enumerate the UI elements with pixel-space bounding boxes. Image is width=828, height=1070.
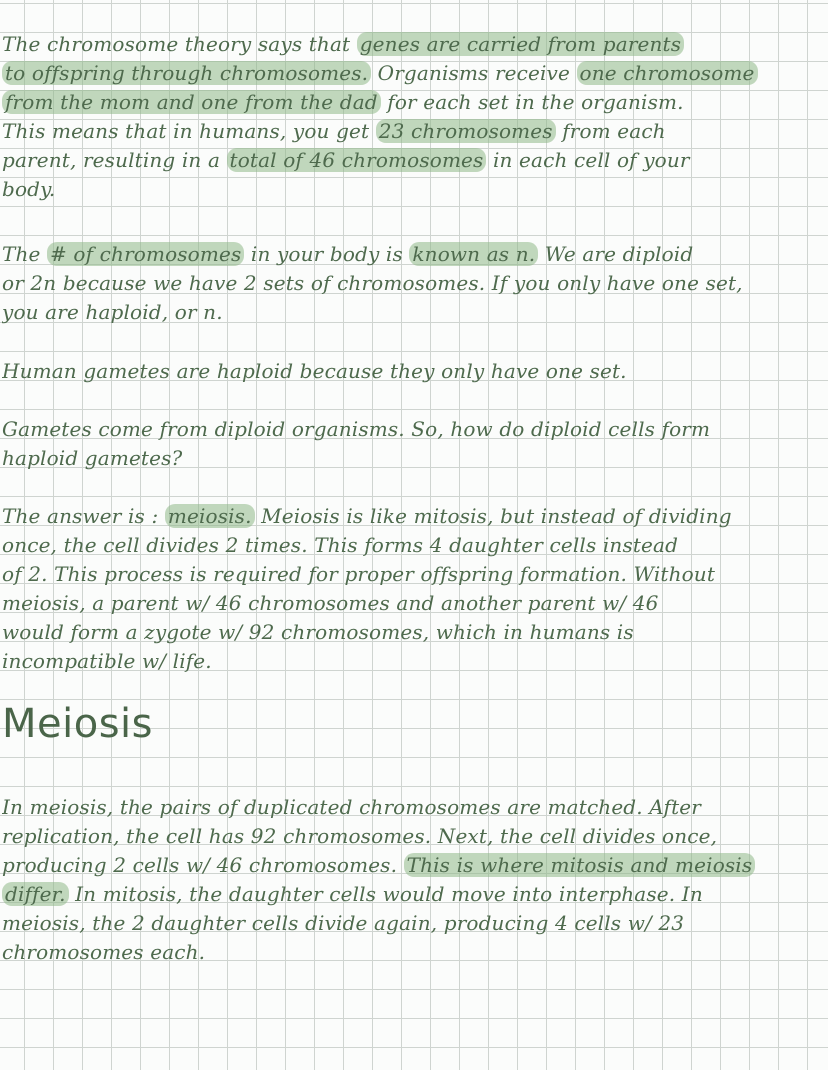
text-segment: In meiosis, the pairs of duplicated chromosomes are matched. After bbox=[2, 795, 701, 819]
highlighted-phrase: differ. bbox=[2, 882, 69, 906]
text-segment: you are haploid, or n. bbox=[2, 300, 223, 324]
text-segment: would form a zygote w/ 92 chromosomes, which in humans is bbox=[2, 620, 634, 644]
text-segment: once, the cell divides 2 times. This forms 4 daughter cells instead bbox=[2, 533, 679, 557]
text-line bbox=[2, 822, 828, 851]
text-line bbox=[2, 793, 828, 822]
text-line bbox=[2, 117, 828, 146]
text-line bbox=[2, 531, 828, 560]
paragraph-meiosis-process bbox=[2, 793, 828, 967]
text-segment: in your body is bbox=[244, 242, 410, 266]
text-segment: The answer is : bbox=[2, 504, 165, 528]
highlighted-phrase: one chromosome bbox=[577, 61, 758, 85]
text-segment: In mitosis, the daughter cells would move into interphase. In bbox=[68, 882, 703, 906]
text-line bbox=[2, 560, 828, 589]
highlighted-phrase: This is where mitosis and meiosis bbox=[404, 853, 756, 877]
text-segment: Meiosis is like mitosis, but instead of dividing bbox=[254, 504, 732, 528]
text-line bbox=[2, 647, 828, 676]
text-line bbox=[2, 30, 828, 59]
text-line bbox=[2, 88, 828, 117]
text-segment: of 2. This process is required for proper offspring formation. Without bbox=[2, 562, 716, 586]
paragraph-meiosis-answer bbox=[2, 502, 828, 676]
text-segment: This means that in humans, you get bbox=[2, 119, 376, 143]
text-segment: producing 2 cells w/ 46 chromosomes. bbox=[2, 853, 404, 877]
text-segment: Human gametes are haploid because they only have one set. bbox=[2, 359, 627, 383]
text-segment: in each cell of your bbox=[486, 148, 690, 172]
text-segment: for each set in the organism. bbox=[380, 90, 684, 114]
highlighted-phrase: to offspring through chromosomes. bbox=[2, 61, 371, 85]
text-line bbox=[2, 357, 828, 386]
text-segment: replication, the cell has 92 chromosomes. Next, the cell divides once, bbox=[2, 824, 718, 848]
paragraph-human-gametes bbox=[2, 357, 828, 386]
text-line bbox=[2, 851, 828, 880]
text-segment: chromosomes each. bbox=[2, 940, 206, 964]
paragraph-chromosome-number bbox=[2, 240, 828, 327]
text-segment: The bbox=[2, 242, 48, 266]
text-line bbox=[2, 269, 828, 298]
highlighted-phrase: genes are carried from parents bbox=[357, 32, 684, 56]
text-segment: We are diploid bbox=[538, 242, 694, 266]
text-line bbox=[2, 502, 828, 531]
highlighted-phrase: total of 46 chromosomes bbox=[227, 148, 487, 172]
paragraph-gamete-origin bbox=[2, 415, 828, 473]
text-line bbox=[2, 880, 828, 909]
text-line bbox=[2, 298, 828, 327]
section-heading-meiosis: Meiosis bbox=[2, 701, 153, 747]
text-line bbox=[2, 59, 828, 88]
text-line bbox=[2, 618, 828, 647]
text-line bbox=[2, 146, 828, 175]
highlighted-phrase: from the mom and one from the dad bbox=[2, 90, 381, 114]
text-segment: Gametes come from diploid organisms. So, how do diploid cells form bbox=[2, 417, 711, 441]
highlighted-phrase: 23 chromosomes bbox=[376, 119, 556, 143]
text-line bbox=[2, 589, 828, 618]
text-line bbox=[2, 175, 828, 204]
text-segment: Organisms receive bbox=[371, 61, 577, 85]
text-segment: The chromosome theory says that bbox=[2, 32, 357, 56]
text-segment: haploid gametes? bbox=[2, 446, 183, 470]
highlighted-phrase: meiosis. bbox=[165, 504, 255, 528]
text-segment: meiosis, the 2 daughter cells divide again, producing 4 cells w/ 23 bbox=[2, 911, 685, 935]
text-segment: from each bbox=[555, 119, 666, 143]
highlighted-phrase: # of chromosomes bbox=[47, 242, 244, 266]
text-segment: meiosis, a parent w/ 46 chromosomes and another parent w/ 46 bbox=[2, 591, 659, 615]
highlighted-phrase: known as n. bbox=[409, 242, 538, 266]
text-line bbox=[2, 240, 828, 269]
text-line bbox=[2, 415, 828, 444]
text-segment: incompatible w/ life. bbox=[2, 649, 212, 673]
text-segment: or 2n because we have 2 sets of chromosomes. If you only have one set, bbox=[2, 271, 743, 295]
text-line bbox=[2, 909, 828, 938]
text-line bbox=[2, 444, 828, 473]
paragraph-chromosome-theory bbox=[2, 30, 828, 204]
text-line bbox=[2, 938, 828, 967]
text-segment: body. bbox=[2, 177, 56, 201]
text-segment: parent, resulting in a bbox=[2, 148, 227, 172]
